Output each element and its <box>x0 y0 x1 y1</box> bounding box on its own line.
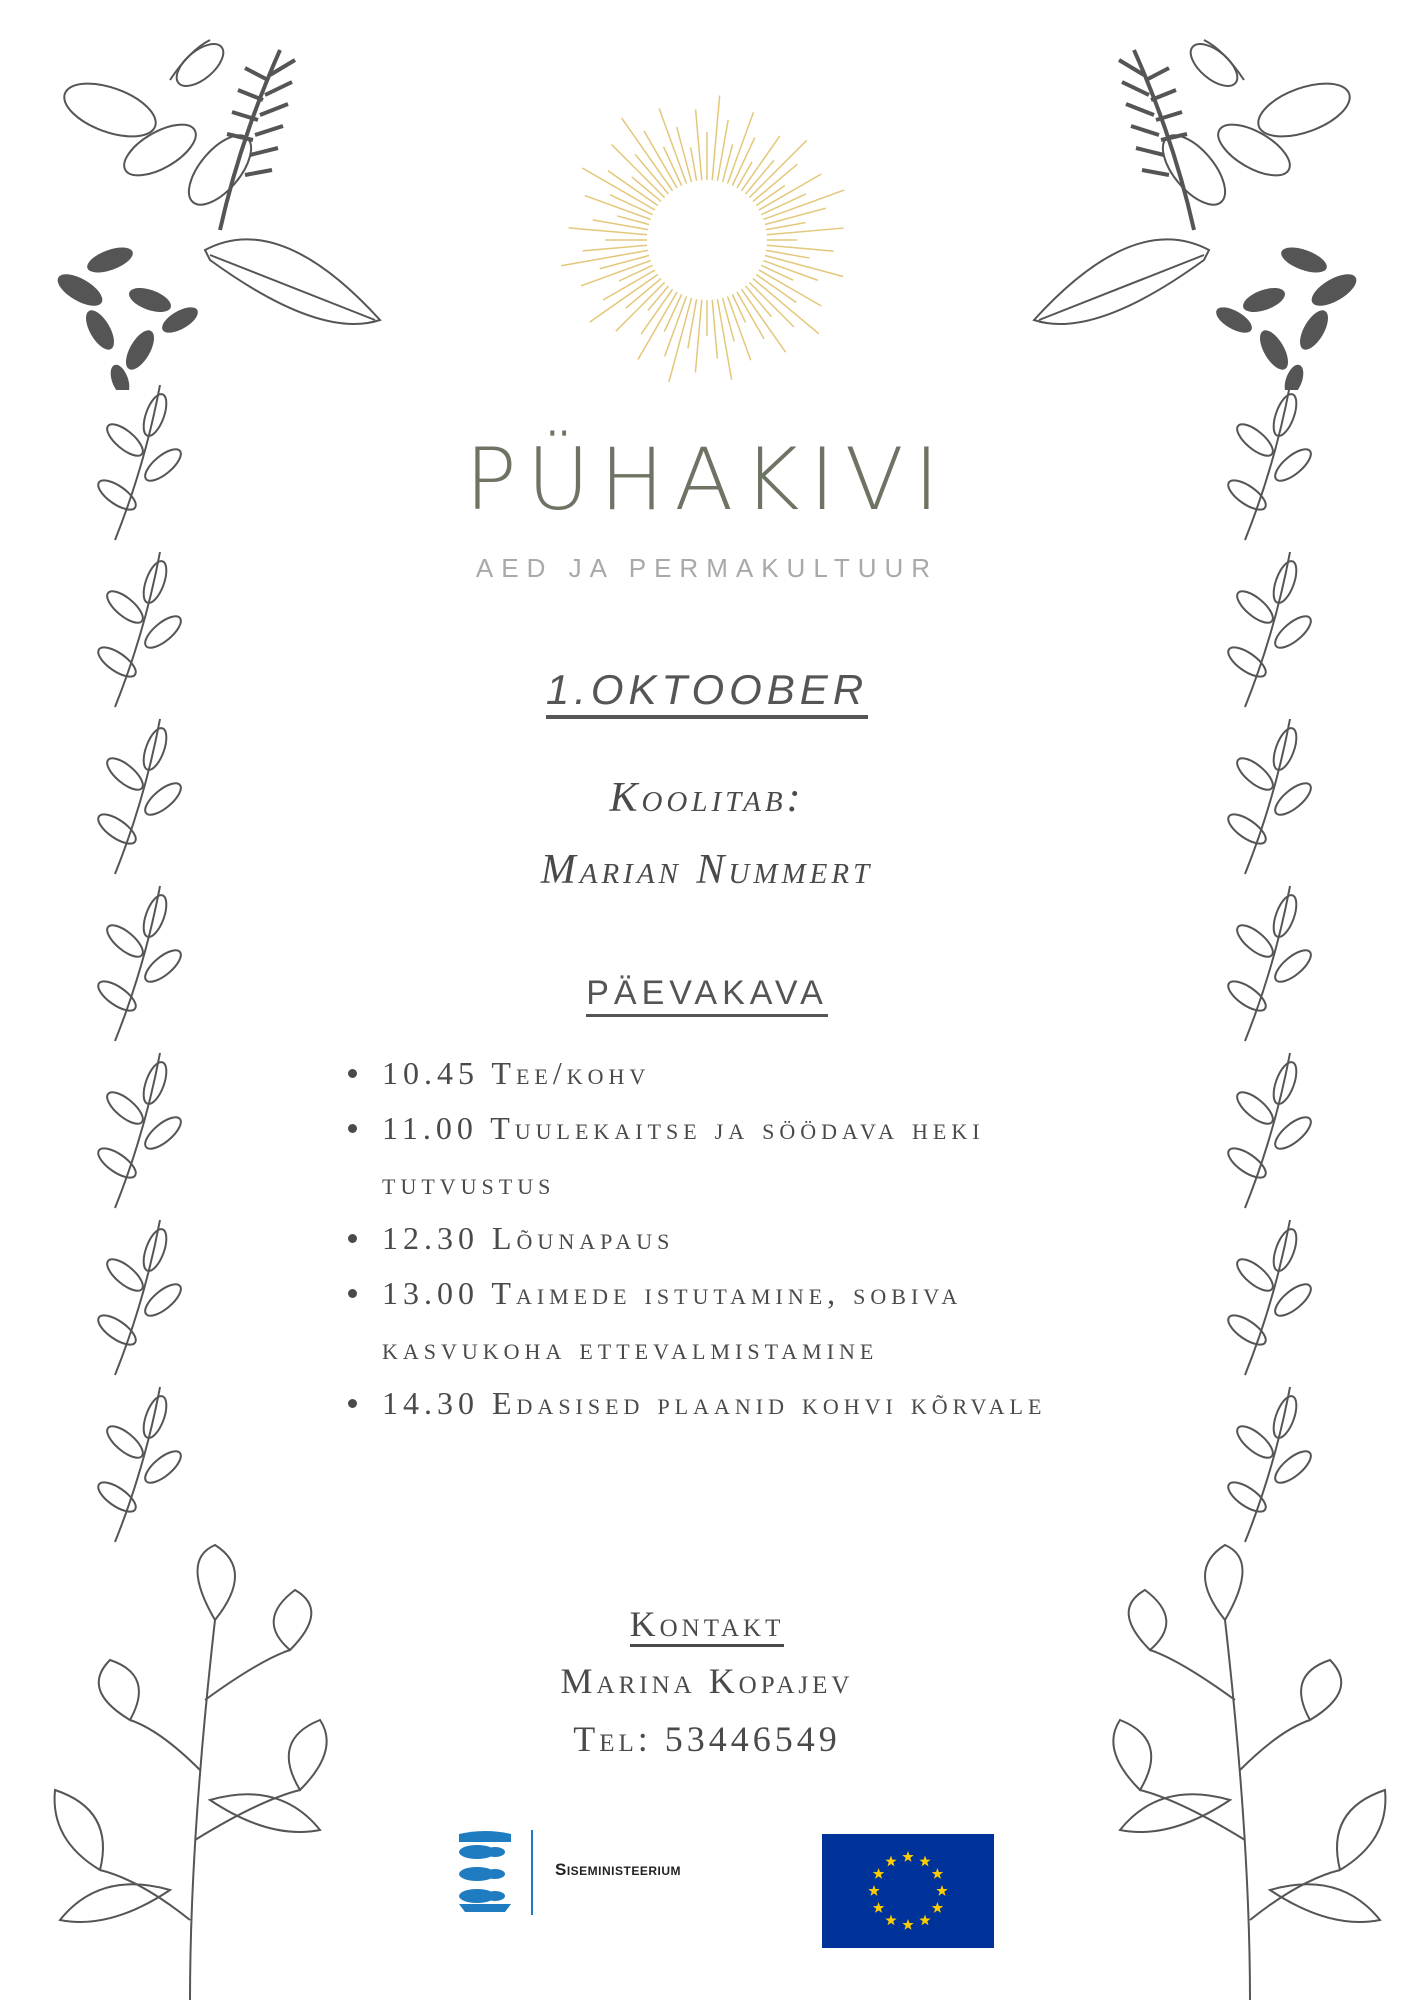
list-item: 11.00 Tuulekaitse ja söödava heki tutvustus <box>342 1101 1142 1211</box>
list-item: 13.00 Taimede istutamine, sobiva kasvukoha ettevalmistamine <box>342 1266 1142 1376</box>
trainer-label: Koolitab: <box>609 775 805 821</box>
eu-flag-icon <box>822 1834 994 1948</box>
agenda-title: PÄEVAKAVA <box>0 974 1414 1013</box>
contact-phone: Tel: 53446549 <box>573 1719 841 1759</box>
ministry-name: Siseministeerium <box>555 1860 682 1879</box>
ministry-logo <box>455 1830 725 1915</box>
brand-title: PÜHAKIVI <box>464 430 950 530</box>
brand-subtitle: AED JA PERMAKULTUUR <box>475 553 939 583</box>
foliage-top-left <box>20 20 400 390</box>
list-item: 14.30 Edasised plaanid kohvi kõrvale <box>342 1376 1142 1431</box>
sun-icon <box>552 90 862 410</box>
agenda-list <box>342 1046 1142 1431</box>
list-item: 12.30 Lõunapaus <box>342 1211 1142 1266</box>
trainer-name: Marian Nummert <box>540 847 874 893</box>
foliage-top-right <box>1014 20 1394 390</box>
event-date: 1.OKTOOBER <box>0 666 1414 714</box>
coat-of-arms-icon <box>455 1830 535 1915</box>
contact-name: Marina Kopajev <box>560 1661 854 1701</box>
contact-title: Kontakt <box>0 1603 1414 1645</box>
list-item: 10.45 Tee/kohv <box>342 1046 1142 1101</box>
